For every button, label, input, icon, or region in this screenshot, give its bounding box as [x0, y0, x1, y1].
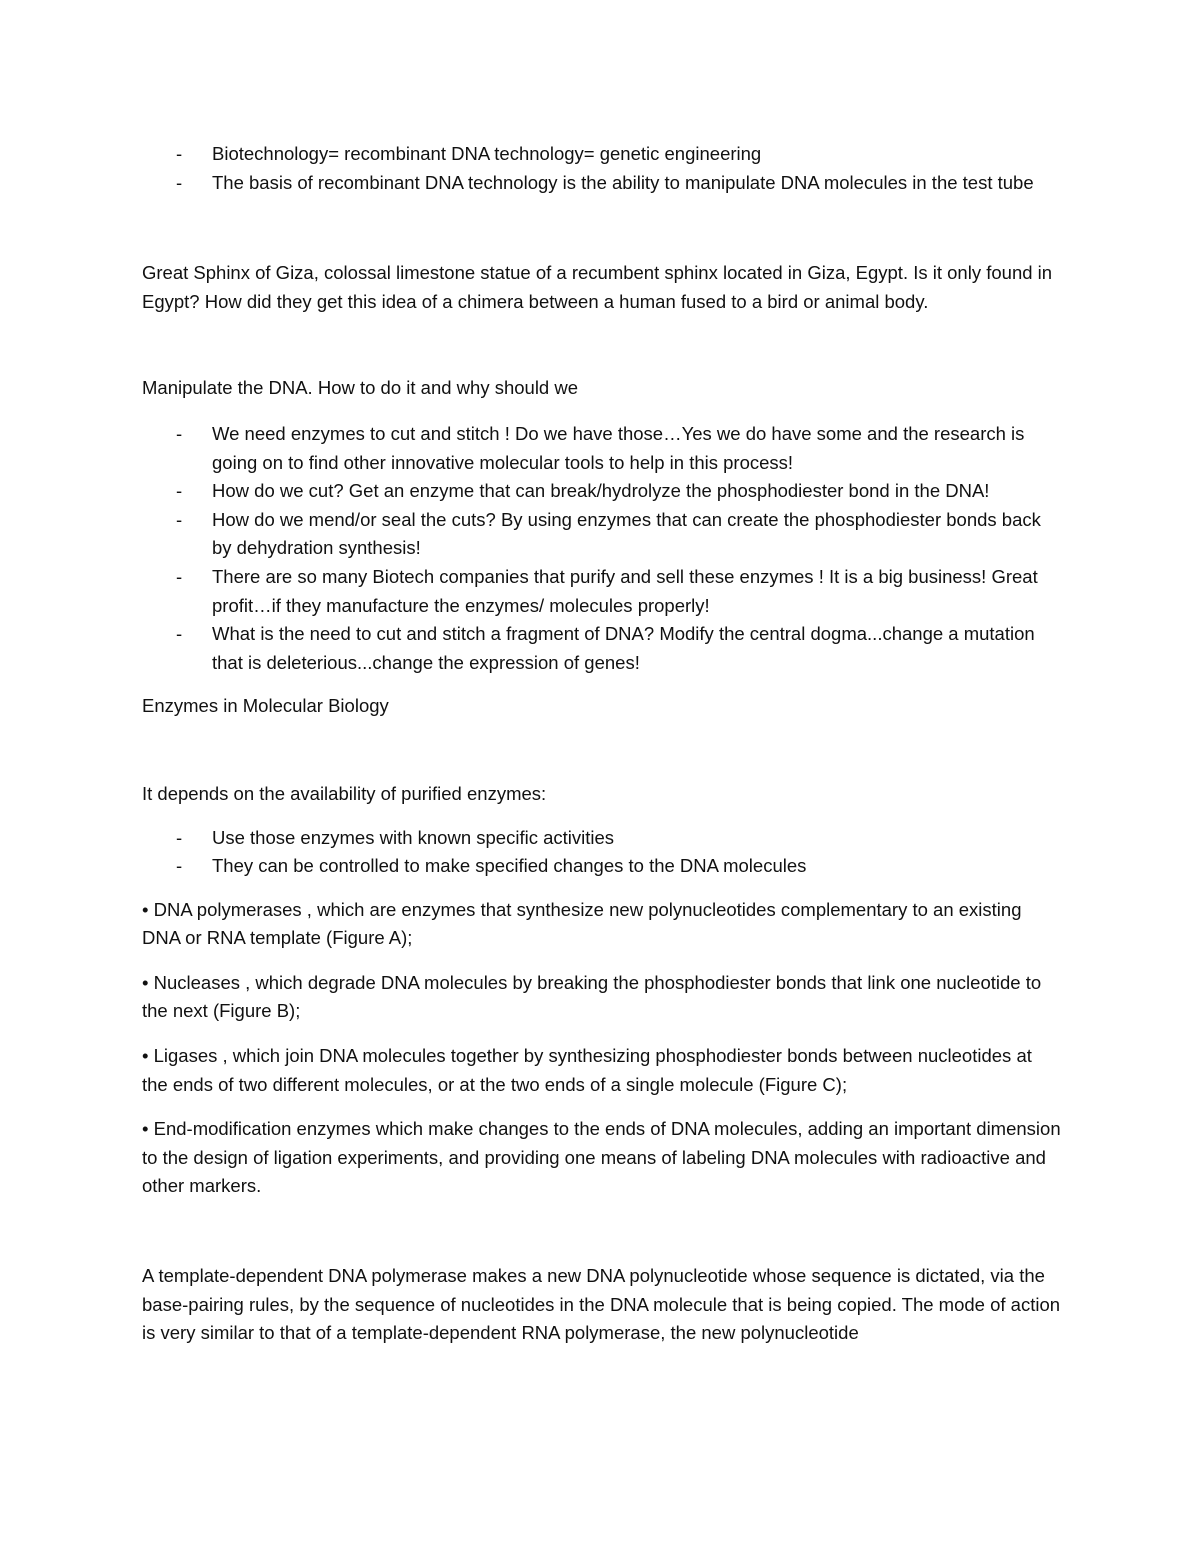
sphinx-paragraph: Great Sphinx of Giza, colossal limestone statue of a recumbent sphinx located in Giza, Egypt. Is it only found in Egypt? How did they get this idea of a chimera between a human fused to a bird or animal body. — [142, 262, 1053, 312]
list-item: - Use those enzymes with known specific activities — [142, 824, 1062, 853]
list-item: - The basis of recombinant DNA technology is the ability to manipulate DNA molecules in the test tube — [142, 169, 1062, 198]
purified-intro: It depends on the availability of purified enzymes: — [142, 782, 547, 804]
bullet-dna-polymerases: • DNA polymerases , which are enzymes that synthesize new polynucleotides complementary to an existing DNA or RNA template (Figure A); — [142, 898, 1022, 949]
document-page — [142, 140, 1062, 1348]
list-item: - How do we cut? Get an enzyme that can break/hydrolyze the phosphodiester bond in the DNA! — [142, 477, 1062, 506]
list-item: - What is the need to cut and stitch a fragment of DNA? Modify the central dogma...change a mutation that is deleterious...change the expression of genes! — [142, 620, 1062, 677]
list-item: - There are so many Biotech companies that purify and sell these enzymes ! It is a big business! Great profit…if they manufacture the enzymes/ molecules properly! — [142, 563, 1062, 620]
bullet-end-modification: • End-modification enzymes which make changes to the ends of DNA molecules, adding an important dimension to the design of ligation experiments, and providing one means of labeling DNA molecules with radioactive and other markers. — [142, 1118, 1061, 1197]
bullet-nucleases: • Nucleases , which degrade DNA molecules by breaking the phosphodiester bonds that link one nucleotide to the next (Figure B); — [142, 971, 1042, 1022]
purified-list — [142, 824, 1062, 881]
intro-list — [142, 140, 1062, 197]
list-item: - They can be controlled to make specified changes to the DNA molecules — [142, 852, 1062, 881]
manipulate-heading: Manipulate the DNA. How to do it and why should we — [142, 377, 579, 399]
manipulate-list — [142, 420, 1062, 677]
polymerase-paragraph: A template-dependent DNA polymerase makes a new DNA polynucleotide whose sequence is dictated, via the base-pairing rules, by the sequence of nucleotides in the DNA molecule that is being copied. The mode of action is very similar to that of a template-dependent RNA polymerase, the new polynucleotide — [142, 1265, 1061, 1344]
enzymes-heading: Enzymes in Molecular Biology — [142, 695, 389, 717]
list-item: - Biotechnology= recombinant DNA technology= genetic engineering — [142, 140, 1062, 169]
list-item: - How do we mend/or seal the cuts? By using enzymes that can create the phosphodiester bonds back by dehydration synthesis! — [142, 506, 1062, 563]
list-item: - We need enzymes to cut and stitch ! Do we have those…Yes we do have some and the research is going on to find other innovative molecular tools to help in this process! — [142, 420, 1062, 477]
bullet-ligases: • Ligases , which join DNA molecules together by synthesizing phosphodiester bonds between nucleotides at the ends of two different molecules, or at the two ends of a single molecule (Figure C); — [142, 1045, 1032, 1095]
